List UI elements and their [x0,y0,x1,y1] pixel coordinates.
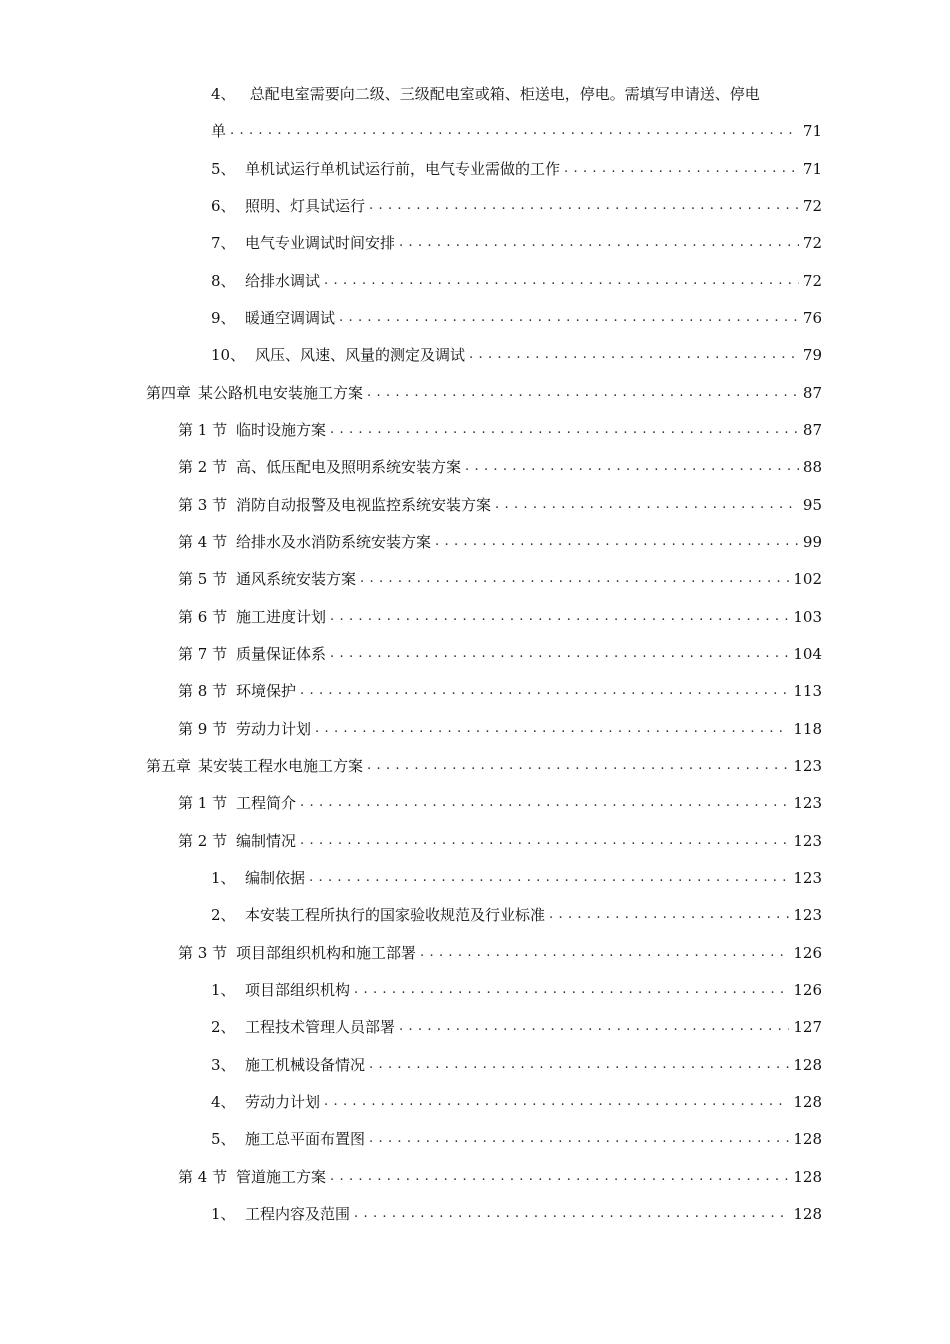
toc-entry-e17[interactable] [146,754,822,778]
toc-title: 消防自动报警及电视监控系统安装方案 [236,496,492,514]
toc-leader-dots [367,381,799,405]
toc-leader-dots [369,1053,789,1077]
toc-page-number: 99 [802,533,822,551]
toc-entry-e9[interactable] [178,455,822,479]
toc-entry-e22[interactable] [178,941,822,965]
toc-leader-dots [300,829,789,853]
toc-page-number: 128 [793,1130,822,1148]
toc-leader-dots [367,754,789,778]
toc-page-number: 128 [793,1205,822,1223]
toc-page-number: 128 [793,1056,822,1074]
toc-leader-dots [330,1165,789,1189]
toc-entry-e12[interactable] [178,567,822,591]
toc-leader-dots [399,231,799,255]
toc-page-number: 123 [793,869,822,887]
toc-page-number: 71 [802,122,822,140]
toc-entry-e26[interactable] [211,1090,822,1114]
toc-entry-e19[interactable] [178,829,822,853]
toc-number: 5、 [211,160,236,178]
toc-number: 第 9 节 [178,720,228,738]
toc-page-number: 102 [793,570,822,588]
toc-page-number: 123 [793,757,822,775]
toc-entry-e8[interactable] [178,418,822,442]
toc-number: 第 3 节 [178,944,228,962]
toc-title: 施工机械设备情况 [245,1056,366,1074]
toc-leader-dots [324,1090,789,1114]
toc-leader-dots [330,605,789,629]
toc-number: 1、 [211,1205,236,1223]
toc-leader-dots [354,1202,789,1226]
toc-leader-dots [354,978,789,1002]
toc-leader-dots [420,941,789,965]
toc-number: 第 2 节 [178,832,228,850]
toc-leader-dots [360,567,789,591]
toc-leader-dots [369,1127,789,1151]
toc-entry-e18[interactable] [178,791,822,815]
toc-leader-dots [435,530,799,554]
toc-title: 环境保护 [236,682,297,700]
toc-title: 编制情况 [236,832,297,850]
toc-leader-dots [330,642,789,666]
toc-page-number: 113 [793,682,822,700]
toc-number: 第 1 节 [178,421,228,439]
toc-number: 第 6 节 [178,608,228,626]
toc-leader-dots [230,119,799,143]
toc-title: 项目部组织机构 [245,981,351,999]
toc-title: 某安装工程水电施工方案 [198,757,364,775]
toc-entry-e11[interactable] [178,530,822,554]
toc-entry-e10[interactable] [178,493,822,517]
toc-page-number: 87 [802,421,822,439]
toc-page-number: 79 [802,346,822,364]
toc-title: 劳动力计划 [236,720,312,738]
toc-number: 2、 [211,906,236,924]
toc-leader-dots [339,306,799,330]
toc-leader-dots [399,1015,789,1039]
toc-title: 照明、灯具试运行 [245,197,366,215]
toc-title: 质量保证体系 [236,645,327,663]
toc-entry-e13[interactable] [178,605,822,629]
toc-number: 4、 [211,1093,236,1111]
toc-entry-e15[interactable] [178,679,822,703]
toc-page-number: 123 [793,794,822,812]
toc-title: 施工总平面布置图 [245,1130,366,1148]
toc-leader-dots [300,679,789,703]
toc-number: 第 1 节 [178,794,228,812]
toc-title: 施工进度计划 [236,608,327,626]
toc-entry-e7[interactable] [146,381,822,405]
toc-title: 劳动力计划 [245,1093,321,1111]
toc-title: 高、低压配电及照明系统安装方案 [236,458,462,476]
toc-page-number: 72 [802,272,822,290]
toc-title-continuation: 单 [211,122,227,140]
toc-page-number: 72 [802,197,822,215]
toc-entry-e27[interactable] [211,1127,822,1151]
toc-entry-e16[interactable] [178,717,822,741]
toc-title: 暖通空调调试 [245,309,336,327]
toc-number: 第 3 节 [178,496,228,514]
toc-number: 8、 [211,272,236,290]
toc-page-number: 123 [793,906,822,924]
toc-entry-e14[interactable] [178,642,822,666]
toc-page-number: 87 [802,384,822,402]
toc-entry-e1[interactable] [211,157,822,181]
toc-entry-e6[interactable] [211,343,822,367]
toc-number: 第 8 节 [178,682,228,700]
toc-entry-e3[interactable] [211,231,822,255]
toc-page-number: 88 [802,458,822,476]
toc-number: 4、 [211,85,236,103]
toc-leader-dots [309,866,789,890]
toc-number: 9、 [211,309,236,327]
toc-page-number: 123 [793,832,822,850]
toc-title: 本安装工程所执行的国家验收规范及行业标准 [245,906,546,924]
toc-entry-e25[interactable] [211,1053,822,1077]
toc-entry-e24[interactable] [211,1015,822,1039]
toc-title: 项目部组织机构和施工部署 [236,944,417,962]
toc-page-number: 126 [793,944,822,962]
toc-entry-e21[interactable] [211,903,822,927]
toc-entry-e5[interactable] [211,306,822,330]
toc-page-number: 127 [793,1018,822,1036]
toc-leader-dots [465,455,799,479]
toc-entry-e29[interactable] [211,1202,822,1226]
toc-entry-e20[interactable] [211,866,822,890]
toc-leader-dots [330,418,799,442]
toc-number: 6、 [211,197,236,215]
toc-number: 第 4 节 [178,533,228,551]
toc-title: 总配电室需要向二级、三级配电室或箱、柜送电，停电。需填写申请送、停电 [249,85,760,103]
toc-number: 第五章 [146,757,192,775]
toc-number: 5、 [211,1130,236,1148]
toc-page-number: 95 [802,496,822,514]
toc-entry-e0-continuation[interactable] [211,119,822,143]
toc-title: 临时设施方案 [236,421,327,439]
toc-number: 2、 [211,1018,236,1036]
toc-title: 给排水调试 [245,272,321,290]
toc-title: 风压、风速、风量的测定及调试 [255,346,466,364]
toc-entry-e0[interactable] [211,82,760,106]
toc-number: 第四章 [146,384,192,402]
toc-leader-dots [469,343,799,367]
toc-leader-dots [315,717,789,741]
toc-title: 给排水及水消防系统安装方案 [236,533,432,551]
toc-title: 电气专业调试时间安排 [245,234,396,252]
toc-title: 管道施工方案 [236,1168,327,1186]
toc-page-number: 71 [802,160,822,178]
toc-title: 单机试运行单机试运行前，电气专业需做的工作 [245,160,561,178]
toc-page-number: 72 [802,234,822,252]
toc-entry-e23[interactable] [211,978,822,1002]
toc-number: 第 7 节 [178,645,228,663]
toc-title: 工程简介 [236,794,297,812]
toc-entry-e2[interactable] [211,194,822,218]
toc-entry-e28[interactable] [178,1165,822,1189]
toc-title: 编制依据 [245,869,306,887]
toc-leader-dots [549,903,789,927]
toc-page-number: 104 [793,645,822,663]
toc-page-number: 128 [793,1168,822,1186]
toc-leader-dots [564,157,799,181]
toc-number: 10、 [211,346,246,364]
toc-page-number: 76 [802,309,822,327]
toc-number: 7、 [211,234,236,252]
toc-page-number: 126 [793,981,822,999]
toc-page-number: 118 [793,720,822,738]
toc-leader-dots [369,194,799,218]
toc-entry-e4[interactable] [211,269,822,293]
toc-number: 1、 [211,981,236,999]
toc-title: 某公路机电安装施工方案 [198,384,364,402]
toc-number: 第 5 节 [178,570,228,588]
toc-number: 1、 [211,869,236,887]
toc-page-number: 128 [793,1093,822,1111]
toc-number: 3、 [211,1056,236,1074]
toc-title: 工程内容及范围 [245,1205,351,1223]
toc-number: 第 4 节 [178,1168,228,1186]
toc-leader-dots [300,791,789,815]
toc-leader-dots [495,493,799,517]
toc-leader-dots [324,269,799,293]
toc-title: 通风系统安装方案 [236,570,357,588]
toc-title: 工程技术管理人员部署 [245,1018,396,1036]
toc-number: 第 2 节 [178,458,228,476]
toc-page-number: 103 [793,608,822,626]
